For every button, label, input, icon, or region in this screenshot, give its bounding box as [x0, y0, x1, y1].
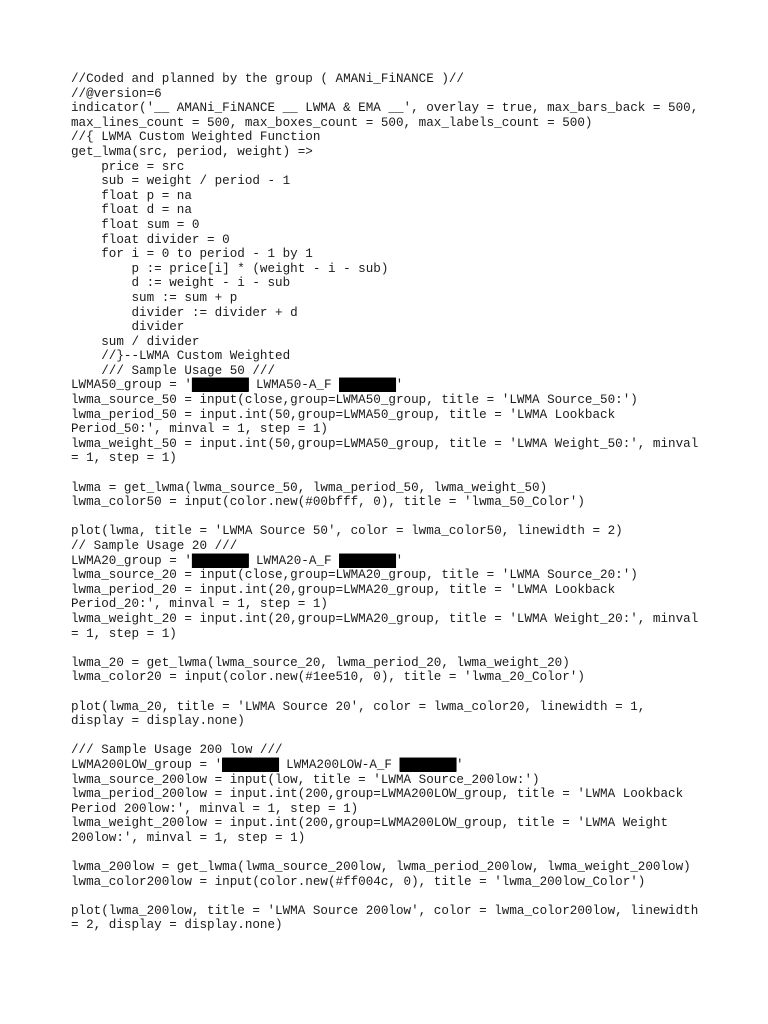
- code-line: float d = na: [71, 203, 192, 218]
- code-line: lwma = get_lwma(lwma_source_50, lwma_period_50, lwma_weight_50): [71, 480, 548, 495]
- code-line: //}--LWMA Custom Weighted: [71, 349, 291, 364]
- code-line: [71, 466, 711, 481]
- code-line: sub = weight / period - 1: [71, 174, 291, 189]
- code-listing: [71, 72, 711, 933]
- code-text: ': [395, 553, 404, 568]
- code-line: = 1, step = 1): [71, 626, 177, 641]
- code-line: Period_50:', minval = 1, step = 1): [71, 422, 328, 437]
- redaction-block: ████████: [339, 553, 396, 568]
- code-line: sum := sum + p: [71, 290, 238, 305]
- code-text: LWMA50_group = ': [71, 378, 192, 393]
- code-line: [71, 889, 711, 904]
- code-line: lwma_period_20 = input.int(20,group=LWMA20_group, title = 'LWMA Lookback: [71, 582, 616, 597]
- code-line: /// Sample Usage 50 ///: [71, 363, 276, 378]
- code-line: plot(lwma, title = 'LWMA Source 50', color = lwma_color50, linewidth = 2): [71, 524, 623, 539]
- code-line: plot(lwma_200low, title = 'LWMA Source 200low', color = lwma_color200low, linewidth: [71, 903, 699, 918]
- code-line: [71, 378, 711, 393]
- code-line: lwma_200low = get_lwma(lwma_source_200low, lwma_period_200low, lwma_weight_200low): [71, 860, 691, 875]
- code-line: price = src: [71, 159, 185, 174]
- code-line: [71, 510, 711, 525]
- code-line: [71, 554, 711, 569]
- code-text: LWMA200LOW-A_F: [278, 757, 400, 772]
- code-line: //{ LWMA Custom Weighted Function: [71, 130, 321, 145]
- code-line: 200low:', minval = 1, step = 1): [71, 830, 306, 845]
- code-line: lwma_weight_20 = input.int(20,group=LWMA20_group, title = 'LWMA Weight_20:', minval: [71, 611, 699, 626]
- code-text: ': [456, 757, 464, 772]
- code-line: lwma_source_50 = input(close,group=LWMA50_group, title = 'LWMA Source_50:'): [71, 393, 638, 408]
- code-line: lwma_color50 = input(color.new(#00bfff, 0), title = 'lwma_50_Color'): [71, 495, 585, 510]
- code-line: float p = na: [71, 188, 192, 203]
- code-text: LWMA20-A_F: [248, 553, 340, 568]
- code-text: LWMA200LOW_group = ': [71, 757, 223, 772]
- code-line: float sum = 0: [71, 217, 200, 232]
- code-line: lwma_weight_200low = input.int(200,group=LWMA200LOW_group, title = 'LWMA Weight: [71, 816, 669, 831]
- redaction-block: ████████: [191, 553, 249, 568]
- code-line: sum / divider: [71, 334, 200, 349]
- redaction-block: ████████: [191, 378, 249, 393]
- code-text: LWMA50-A_F: [248, 378, 340, 393]
- code-line: lwma_source_200low = input(low, title = 'LWMA Source_200low:'): [71, 772, 540, 787]
- code-line: display = display.none): [71, 714, 245, 729]
- code-line: [71, 641, 711, 656]
- code-text: LWMA20_group = ': [71, 553, 192, 568]
- code-line: [71, 845, 711, 860]
- code-line: lwma_period_200low = input.int(200,group=LWMA200LOW_group, title = 'LWMA Lookback: [71, 787, 684, 802]
- code-line: lwma_source_20 = input(close,group=LWMA20_group, title = 'LWMA Source_20:'): [71, 568, 638, 583]
- code-line: float divider = 0: [71, 232, 230, 247]
- redaction-block: ████████: [399, 757, 457, 772]
- code-text: ': [395, 378, 404, 393]
- code-line: indicator('__ AMANi_FiNANCE __ LWMA & EMA __', overlay = true, max_bars_back = 500,: [71, 101, 699, 116]
- redaction-block: ████████: [222, 757, 279, 772]
- code-line: [71, 685, 711, 700]
- code-line: lwma_color200low = input(color.new(#ff004c, 0), title = 'lwma_200low_Color'): [71, 874, 646, 889]
- code-line: max_lines_count = 500, max_boxes_count = 500, max_labels_count = 500): [71, 115, 593, 130]
- code-line: Period_20:', minval = 1, step = 1): [71, 597, 328, 612]
- code-line: d := weight - i - sub: [71, 276, 291, 291]
- code-line: lwma_weight_50 = input.int(50,group=LWMA50_group, title = 'LWMA Weight_50:', minval: [71, 436, 699, 451]
- code-line: divider: [71, 320, 185, 335]
- code-line: p := price[i] * (weight - i - sub): [71, 261, 389, 276]
- code-line: // Sample Usage 20 ///: [71, 539, 238, 553]
- code-line: for i = 0 to period - 1 by 1: [71, 247, 313, 262]
- code-line: Period 200low:', minval = 1, step = 1): [71, 801, 359, 816]
- code-line: get_lwma(src, period, weight) =>: [71, 144, 313, 159]
- code-line: //@version=6: [71, 86, 162, 101]
- code-line: [71, 758, 711, 773]
- code-line: = 1, step = 1): [71, 451, 177, 466]
- code-line: = 2, display = display.none): [71, 918, 283, 933]
- code-line: lwma_20 = get_lwma(lwma_source_20, lwma_period_20, lwma_weight_20): [71, 655, 570, 670]
- code-line: /// Sample Usage 200 low ///: [71, 743, 283, 758]
- code-line: lwma_color20 = input(color.new(#1ee510, 0), title = 'lwma_20_Color'): [71, 670, 585, 685]
- code-line: [71, 729, 711, 744]
- code-line: //Coded and planned by the group ( AMANi_FiNANCE )//: [71, 72, 464, 86]
- code-line: lwma_period_50 = input.int(50,group=LWMA50_group, title = 'LWMA Lookback: [71, 407, 616, 422]
- code-line: divider := divider + d: [71, 305, 298, 320]
- code-line: plot(lwma_20, title = 'LWMA Source 20', color = lwma_color20, linewidth = 1,: [71, 699, 646, 714]
- redaction-block: ████████: [339, 378, 396, 393]
